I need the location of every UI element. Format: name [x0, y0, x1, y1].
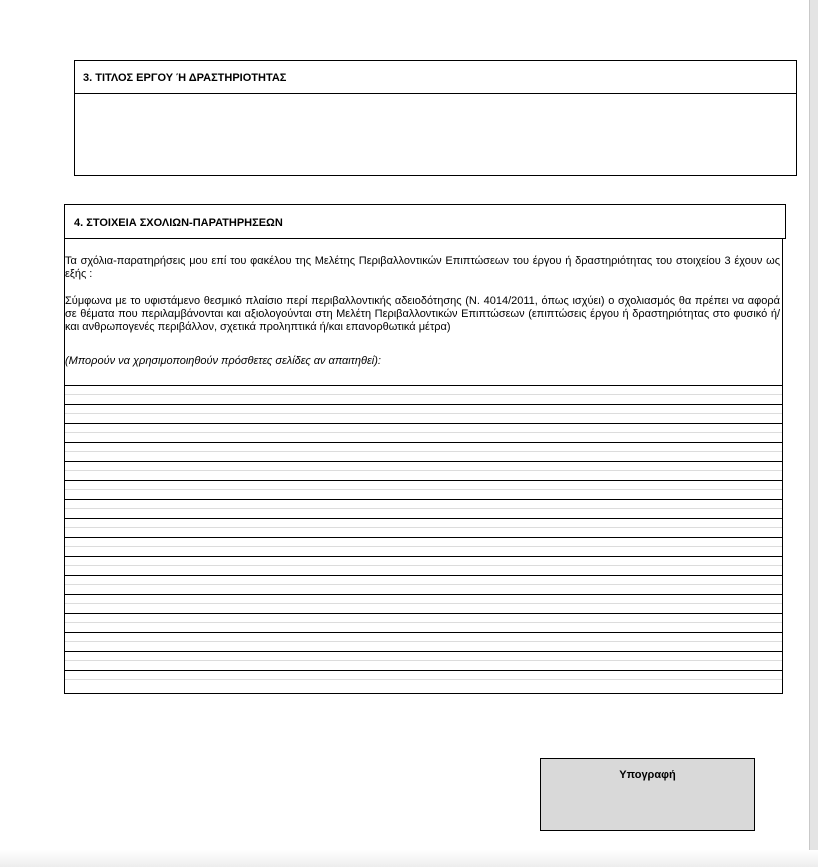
comment-line[interactable] [65, 594, 782, 613]
comment-line[interactable] [65, 442, 782, 461]
comment-lines[interactable] [65, 385, 782, 689]
section3-header [74, 60, 797, 94]
section3-title: 3. ΤΙΤΛΟΣ ΕΡΓΟΥ Ή ΔΡΑΣΤΗΡΙΟΤΗΤΑΣ [83, 72, 287, 84]
section4-header [64, 204, 786, 239]
comment-line[interactable] [65, 404, 782, 423]
intro-paragraph: Τα σχόλια-παρατηρήσεις μου επί του φακέλου της Μελέτης Περιβαλλοντικών Επιπτώσεων του έργου ή δραστηριότητας του στοιχείου 3 έχουν ως εξής : [65, 255, 780, 280]
signature-box[interactable] [540, 758, 755, 831]
comment-line[interactable] [65, 537, 782, 556]
comment-line[interactable] [65, 670, 782, 689]
signature-label: Υπογραφή [619, 769, 676, 781]
comment-line[interactable] [65, 518, 782, 537]
comment-line[interactable] [65, 423, 782, 442]
guidance-paragraph: Σύμφωνα με το υφιστάμενο θεσμικό πλαίσιο περί περιβαλλοντικής αδειοδότησης (Ν. 4014/2011, όπως ισχύει) ο σχολιασμός θα πρέπει να αφορά σε θέματα που περιλαμβάνονται και αξιολογούνται στη Μελέτη Περιβαλλοντικών Επιπτώσεων (επιπτώσεις έργου ή δραστηριότητας στο φυσικό ή/και ανθρωπογενές περιβάλλον, σχετικά προληπτικά ή/και επανορθωτικά μέτρα) [65, 295, 780, 333]
page-edge [809, 0, 818, 867]
comment-line[interactable] [65, 385, 782, 404]
comment-line[interactable] [65, 499, 782, 518]
additional-pages-note: (Μπορούν να χρησιμοποιηθούν πρόσθετες σελίδες αν απαιτηθεί): [65, 355, 381, 367]
page-bottom-shade [0, 850, 818, 867]
section4-title: 4. ΣΤΟΙΧΕΙΑ ΣΧΟΛΙΩΝ-ΠΑΡΑΤΗΡΗΣΕΩΝ [74, 217, 283, 229]
comment-line[interactable] [65, 461, 782, 480]
comment-line[interactable] [65, 651, 782, 670]
comment-line[interactable] [65, 556, 782, 575]
comment-line[interactable] [65, 575, 782, 594]
comment-line[interactable] [65, 613, 782, 632]
section4-body [64, 238, 783, 694]
comment-line[interactable] [65, 480, 782, 499]
section3-input-area[interactable] [74, 93, 797, 176]
comment-line[interactable] [65, 632, 782, 651]
